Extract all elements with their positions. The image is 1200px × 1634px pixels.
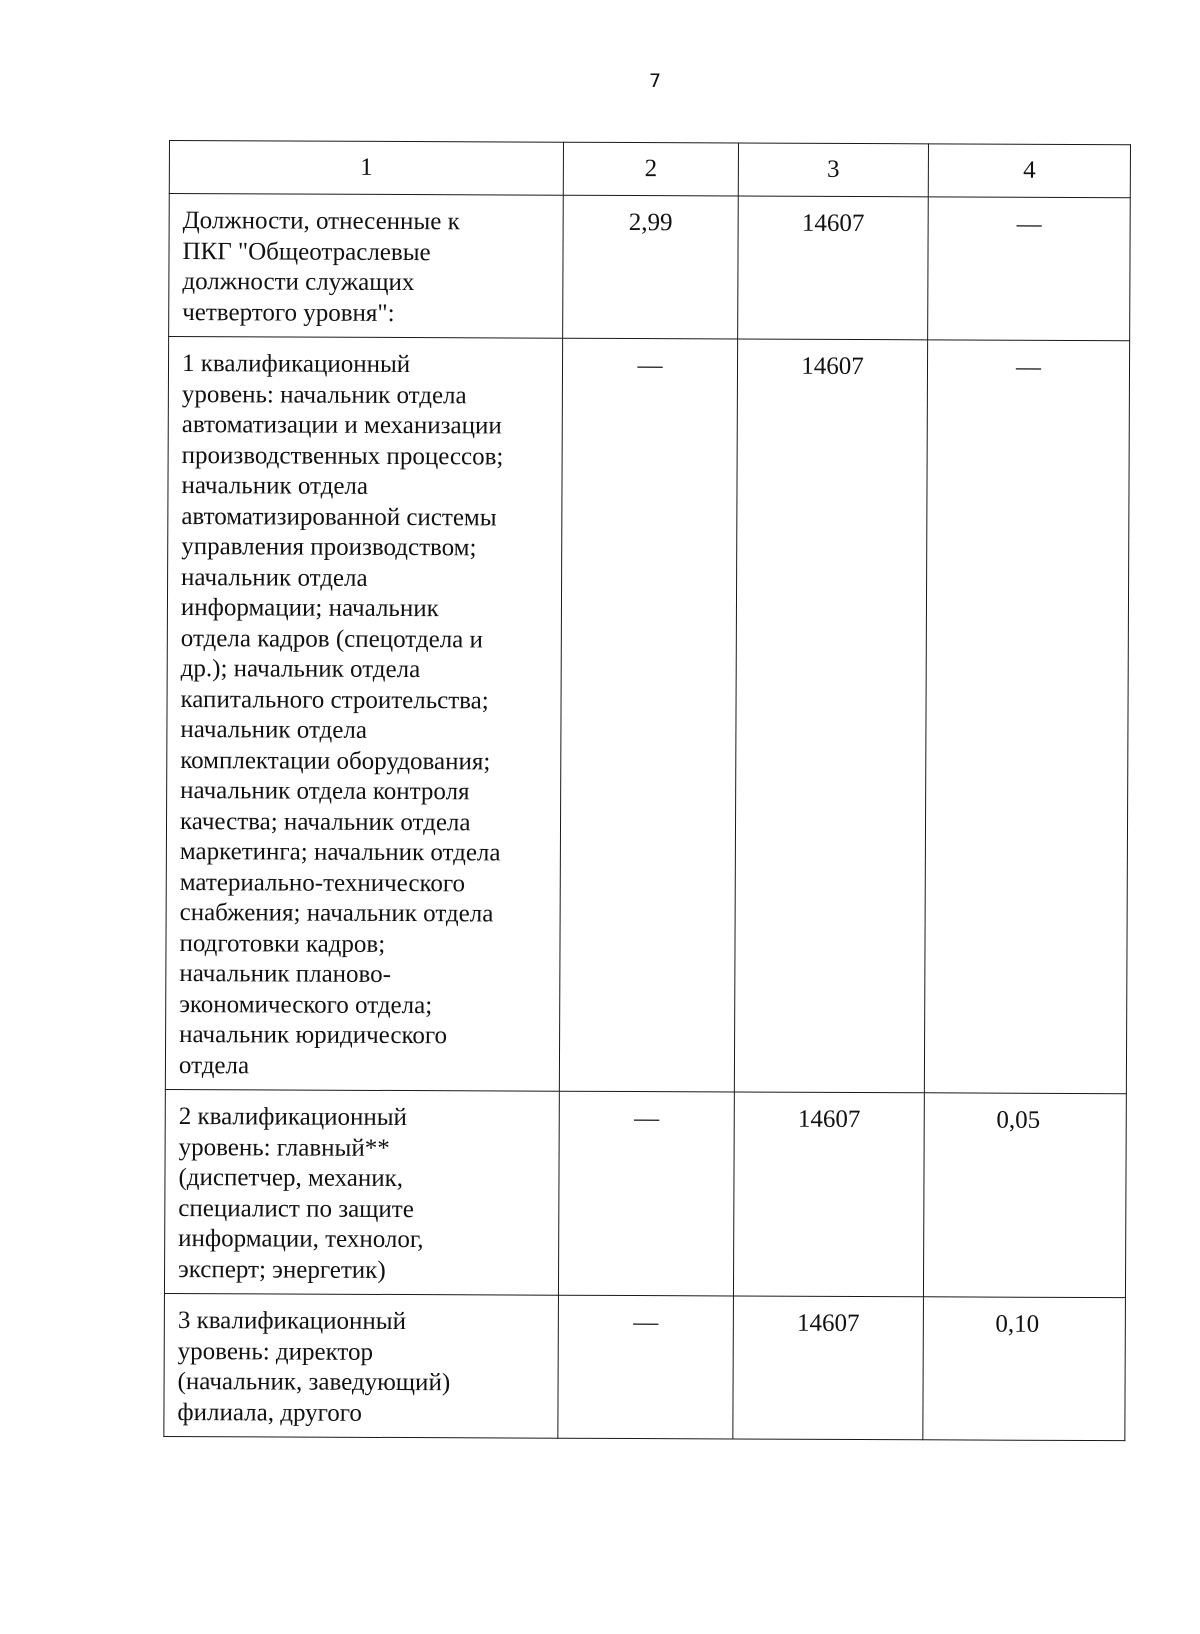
cell-text-line: уровень: главный** [178,1133,390,1162]
cell-text-line: ПКГ "Общеотраслевые [182,237,431,266]
table-row [165,337,1129,1094]
cell-text-line: управления производством; [181,533,477,562]
cell-text-line: Должности, отнесенные к [182,207,460,236]
qualification-level-1-cell [165,337,562,1092]
cell-text-line: начальник отдела [181,563,368,592]
coefficient-cell: — [559,338,737,1092]
cell-text-line: материально-технического [179,868,466,897]
cell-text-line: начальник отдела [181,472,369,500]
cell-text-line: 1 квалификационный [181,350,411,379]
cell-text-line: снабжения; начальник отдела [179,899,494,928]
increase-coefficient-cell: 0,10 [923,1297,1126,1441]
coefficient-cell: 2,99 [563,195,738,339]
increase-coefficient-cell: — [928,197,1131,341]
cell-text-line: начальник отдела контроля [180,777,470,806]
cell-text-line: должности служащих [182,268,415,297]
salary-table [163,140,1131,1441]
table-header-row [169,141,1130,198]
header-cell-2: 2 [563,142,738,196]
salary-cell: 14607 [733,1092,924,1297]
cell-text-line: начальник планово- [179,960,392,988]
cell-text-line: качества; начальник отдела [179,807,471,836]
cell-text-line: экономического отдела; [179,990,433,1019]
cell-text-line: четвертого уровня": [182,298,395,327]
cell-text-line: др.); начальник отдела [180,655,421,684]
increase-coefficient-cell: 0,05 [923,1093,1126,1298]
table-row [164,1089,1126,1297]
cell-text-line: (начальник, заведующий) [177,1368,451,1397]
cell-text-line: комплектации оборудования; [180,746,491,775]
qualification-level-3-cell [164,1293,559,1438]
page-number: 7 [648,70,662,92]
header-cell-1: 1 [169,141,563,196]
cell-text-line: информации, технолог, [178,1225,424,1254]
cell-text-line: (диспетчер, механик, [178,1164,404,1193]
cell-text-line: 2 квалификационный [178,1103,407,1132]
coefficient-cell: — [558,1295,733,1439]
table-row [169,194,1131,341]
cell-text-line: начальник юридического [179,1021,448,1050]
cell-text-line: уровень: начальник отдела [181,380,467,409]
cell-text-line: капитального строительства; [180,685,489,714]
cell-text-line: подготовки кадров; [179,929,386,958]
cell-text-line: начальник отдела [180,716,368,744]
cell-text-line: 3 квалификационный [177,1307,407,1336]
cell-text-line: эксперт; энергетик) [178,1255,386,1284]
table-row [164,1293,1126,1440]
coefficient-cell: — [559,1091,735,1296]
cell-text-line: информации; начальник [180,594,439,623]
position-group-cell [169,194,564,339]
cell-text-line: уровень: директор [177,1337,374,1366]
cell-text-line: отдела кадров (спецотдела и [180,624,483,653]
cell-text-line: автоматизированной системы [181,502,497,531]
increase-coefficient-cell: — [924,340,1129,1094]
qualification-level-2-cell [164,1089,559,1295]
cell-text-line: автоматизации и механизации [181,411,502,440]
salary-cell: 14607 [733,1296,924,1440]
header-cell-4: 4 [928,144,1130,198]
salary-cell: 14607 [738,196,929,340]
cell-text-line: филиала, другого [177,1398,362,1427]
cell-text-line: производственных процессов; [181,441,504,470]
cell-text-line: отдела [178,1051,250,1079]
cell-text-line: специалист по защите [178,1194,414,1223]
salary-cell: 14607 [734,339,927,1093]
cell-text-line: маркетинга; начальник отдела [179,838,501,867]
header-cell-3: 3 [738,143,928,197]
